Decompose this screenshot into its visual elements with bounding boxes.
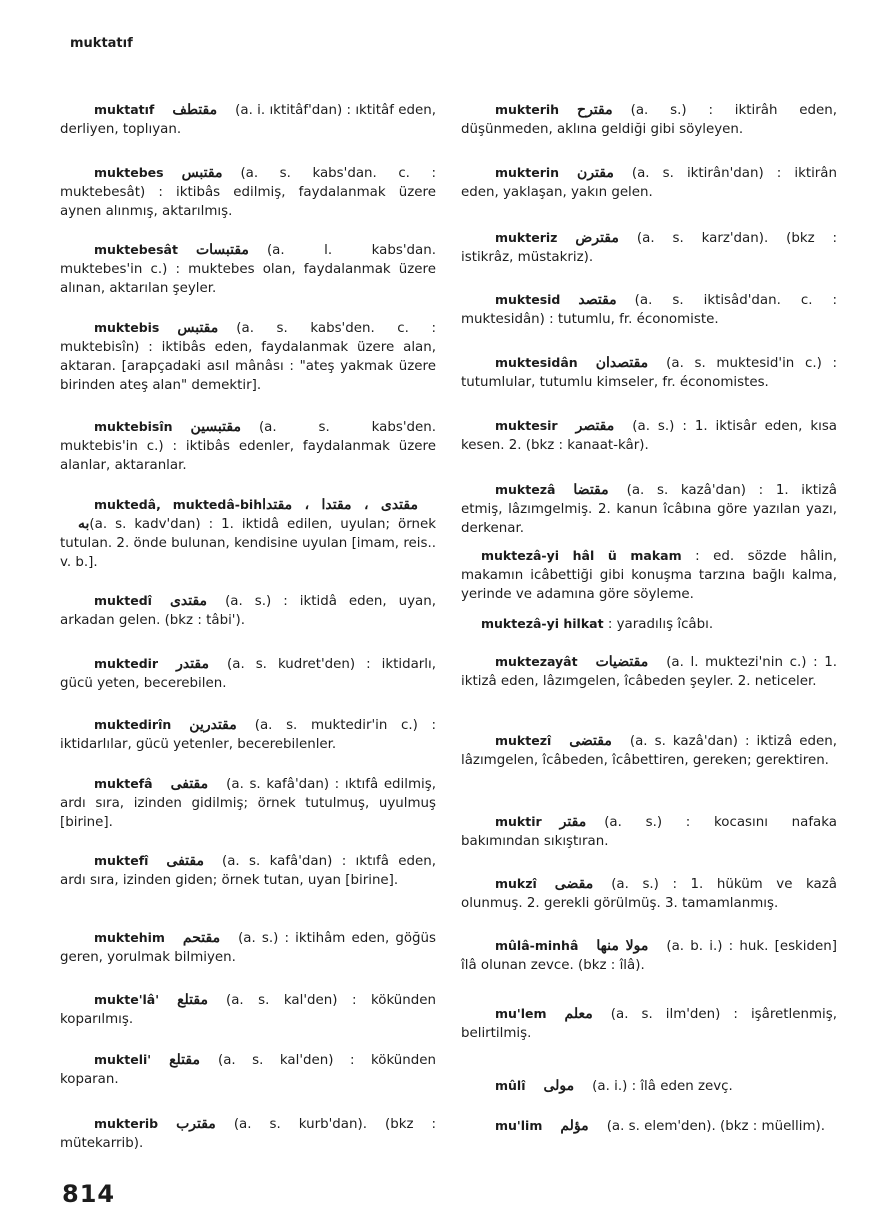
definition: (a. l. kabs'dan. muktebes'in c.) : muktebes olan, faydalanmak üzere alınan, aktarılan şeyler. (60, 243, 436, 296)
entry (60, 1050, 436, 1089)
definition: (a. s.) : 1. hüküm ve kazâ olunmuş. 2. gerekli görülmüş. 3. tamamlanmış. (461, 877, 837, 911)
entry (461, 1116, 837, 1136)
headword: mukzî (495, 876, 537, 891)
arabic-headword: مقتفى (170, 776, 209, 792)
headword: muktezî (495, 733, 552, 748)
arabic-headword: مقترب (176, 1116, 216, 1132)
headword: muktezayât (495, 654, 578, 669)
definition: (a. s. kabs'den. c. : muktebisîn) : iktibâs eden, faydalanmak üzere alan, aktaran. [arapçadaki asıl mânâsı : "ateş yakmak üzere birinden ateş alan" demektir]. (60, 321, 436, 393)
arabic-headword: مقتلع (169, 1052, 200, 1068)
definition: (a. b. i.) : huk. [eskiden] îlâ olunan zevce. (bkz : îlâ). (461, 939, 837, 973)
headword: muktir (495, 814, 542, 829)
entry (60, 990, 436, 1029)
headword: muktebisîn (94, 419, 173, 434)
headword: muktatıf (94, 102, 155, 117)
headword: mûlâ-minhâ (495, 938, 579, 953)
definition: (a. s. ilm'den) : işâretlenmiş, belirtilmiş. (461, 1007, 837, 1041)
definition: (a. s. kazâ'dan) : 1. iktizâ etmiş, lâzımgelmiş. 2. kanun îcâbına göre yazılan yazı, derkenar. (461, 483, 837, 536)
definition: (a. s. kafâ'dan) : ıktıfâ edilmiş, ardı sıra, izinden gidilmiş; örnek tutulmuş, uyulmuş [birine]. (60, 777, 436, 830)
arabic-headword: مولى (543, 1078, 575, 1094)
entry (461, 1004, 837, 1043)
arabic-headword: مقتلع (177, 992, 208, 1008)
definition: (a. s. iktisâd'dan. c. : muktesidân) : tutumlu, fr. économiste. (461, 293, 837, 327)
entry (461, 652, 837, 691)
arabic-headword: مقتدى (169, 593, 208, 609)
arabic-headword: مقتدى ، مقتدا ، مقتدا به (78, 497, 418, 532)
entry (461, 163, 837, 202)
arabic-headword: مقتصر (575, 418, 615, 434)
arabic-headword: مقتدر (176, 656, 210, 672)
arabic-headword: مقتبس (181, 165, 223, 181)
entry (60, 928, 436, 967)
entry (60, 591, 436, 630)
arabic-headword: مقتدرين (189, 717, 237, 733)
headword: mu'lem (495, 1006, 547, 1021)
entry (461, 416, 837, 455)
definition: (a. s. kazâ'dan) : iktizâ eden, lâzımgelen, îcâbeden, îcâbettiren, gereken; gerektiren. (461, 734, 837, 768)
arabic-headword: مقتبس (177, 320, 219, 336)
definition: (a. s. muktesid'in c.) : tutumlular, tutumlu kimseler, fr. économistes. (461, 356, 837, 390)
entry (60, 100, 436, 139)
arabic-headword: مقتبسات (195, 242, 249, 258)
headword: muktedirîn (94, 717, 172, 732)
headword: mukte'lâ' (94, 992, 160, 1007)
definition: (a. s. kudret'den) : iktidarlı, gücü yeten, becerebilen. (60, 657, 436, 691)
left-column (60, 0, 436, 1223)
headword: muktezâ (495, 482, 556, 497)
headword: muktebes (94, 165, 164, 180)
headword: muktehim (94, 930, 165, 945)
headword: mukterib (94, 1116, 159, 1131)
headword: muktesid (495, 292, 561, 307)
arabic-headword: مؤلم (560, 1118, 589, 1134)
entry (461, 480, 837, 538)
arabic-headword: مقتضى (569, 733, 612, 749)
definition: (a. l. muktezi'nin c.) : 1. iktizâ eden, lâzımgelen, îcâbeden şeyler. 2. neticeler. (461, 655, 837, 689)
definition: (a. s.) : iktihâm eden, göğüs geren, yorulmak bilmiyen. (60, 931, 436, 965)
arabic-headword: مقتبسين (190, 419, 241, 435)
right-column (461, 0, 837, 1223)
headword: muktedir (94, 656, 159, 671)
arabic-headword: مقتفى (166, 853, 204, 869)
headword: mukteriz (495, 230, 558, 245)
definition: : ed. sözde hâlin, makamın icâbettiği gibi konuşma tarzına bağlı kalma, yerinde ve adamına göre söyleme. (461, 549, 837, 602)
arabic-headword: مقتحم (182, 930, 221, 946)
entry (461, 614, 837, 634)
entry (60, 851, 436, 890)
entry (60, 417, 436, 475)
headword: muktesidân (495, 355, 578, 370)
arabic-headword: مقتطف (172, 102, 218, 118)
definition: (a. s. kadv'dan) : 1. iktidâ edilen, uyulan; örnek tutulan. 2. önde bulunan, kendisine uyulan [imam, reis.. v. b.]. (60, 517, 436, 570)
entry (60, 318, 436, 395)
definition: (a. i.) : îlâ eden zevç. (592, 1079, 733, 1094)
definition: (a. i. ıktitâf'dan) : ıktitâf eden, derliyen, toplıyan. (60, 103, 436, 137)
definition: (a. s. kurb'dan). (bkz : mütekarrib). (60, 1117, 436, 1151)
arabic-headword: معلم (564, 1006, 593, 1022)
entry (60, 495, 436, 572)
definition: (a. s. kal'den) : kökünden koparılmış. (60, 993, 436, 1027)
entry (461, 546, 837, 604)
entry (461, 874, 837, 913)
headword: muktezâ-yi hilkat (481, 616, 604, 631)
headword: muktezâ-yi hâl ü makam (481, 548, 682, 563)
definition: (a. s.) : iktirâh eden, düşünmeden, aklına geldiği gibi söyleyen. (461, 103, 837, 137)
entry (461, 1076, 837, 1096)
definition: (a. s. muktedir'in c.) : iktidarlılar, gücü yetenler, becerebilenler. (60, 718, 436, 752)
definition: (a. s. elem'den). (bkz : müellim). (606, 1119, 825, 1134)
headword: mûlî (495, 1078, 526, 1093)
arabic-headword: مقضى (554, 876, 594, 892)
headword: muktefâ (94, 776, 153, 791)
definition: : yaradılış îcâbı. (607, 617, 714, 632)
definition: (a. s.) : 1. iktisâr eden, kısa kesen. 2. (bkz : kanaat-kâr). (461, 419, 837, 453)
headword: mu'lim (495, 1118, 543, 1133)
arabic-headword: مقتصد (578, 292, 617, 308)
headword: muktebesât (94, 242, 178, 257)
arabic-headword: مقتصدان (595, 355, 649, 371)
definition: (a. s. kafâ'dan) : ıktıfâ eden, ardı sıra, izinden giden; örnek tutan, uyan [birine]. (60, 854, 436, 888)
definition: (a. s. kabs'dan. c. : muktebesât) : iktibâs edilmiş, faydalanmak üzere aynen alınmış, aktarılmış. (60, 166, 436, 219)
definition: (a. s.) : kocasını nafaka bakımından sıkıştıran. (461, 815, 837, 849)
arabic-headword: مقتر (559, 814, 587, 830)
headword: mukterin (495, 165, 560, 180)
entry (461, 936, 837, 975)
entry (60, 774, 436, 832)
headword: mukterih (495, 102, 560, 117)
arabic-headword: مقترض (575, 230, 619, 246)
definition: (a. s. kal'den) : kökünden koparan. (60, 1053, 436, 1087)
definition: (a. s. iktirân'dan) : iktirân eden, yaklaşan, yakın gelen. (461, 166, 837, 200)
page-number: 814 (62, 1180, 116, 1208)
arabic-headword: مولا منها (596, 938, 649, 954)
running-head: muktatıf (70, 36, 133, 51)
definition: (a. s. kabs'den. muktebis'in c.) : iktibâs edenler, faydalanmak üzere alanlar, aktaranlar. (60, 420, 436, 473)
arabic-headword: مقتضا (573, 482, 609, 498)
arabic-headword: مقتضيات (595, 654, 649, 670)
entry (461, 100, 837, 139)
entry (60, 715, 436, 754)
entry (461, 290, 837, 329)
headword: mukteli' (94, 1052, 152, 1067)
entry (461, 353, 837, 392)
entry (60, 240, 436, 298)
entry (461, 812, 837, 851)
headword: muktedî (94, 593, 152, 608)
headword: muktedâ, muktedâ-bih (94, 497, 263, 512)
headword: muktesir (495, 418, 558, 433)
headword: muktebis (94, 320, 160, 335)
entry (60, 1114, 436, 1153)
definition: (a. s. karz'dan). (bkz : istikrâz, müstakriz). (461, 231, 837, 265)
definition: (a. s.) : iktidâ eden, uyan, arkadan gelen. (bkz : tâbi'). (60, 594, 436, 628)
arabic-headword: مقترن (577, 165, 614, 181)
entry (60, 654, 436, 693)
headword: muktefî (94, 853, 149, 868)
arabic-headword: مقترح (577, 102, 613, 118)
entry (461, 731, 837, 770)
entry (60, 163, 436, 221)
entry (461, 228, 837, 267)
